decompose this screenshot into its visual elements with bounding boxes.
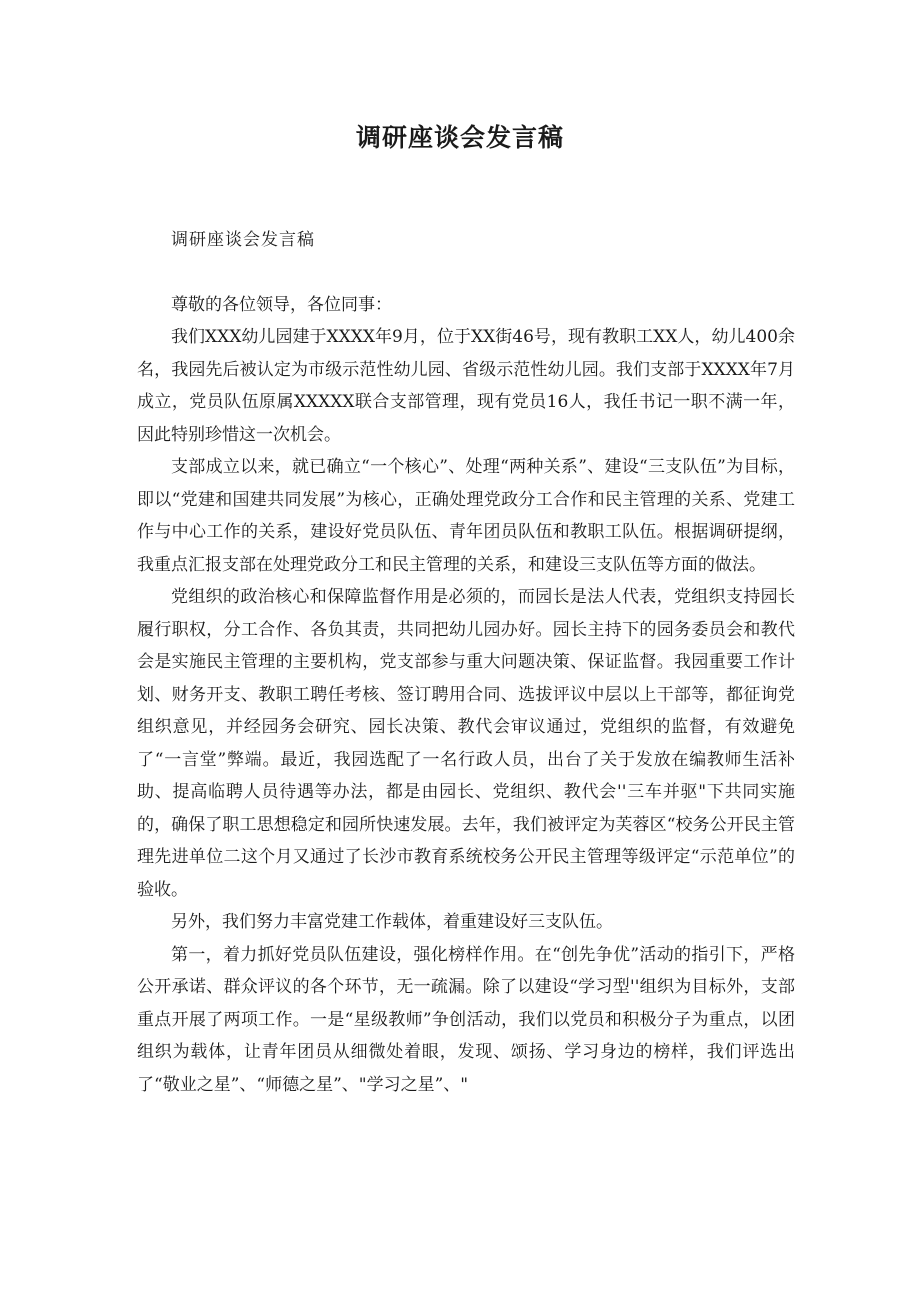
document-subtitle: 调研座谈会发言稿 xyxy=(171,230,315,250)
paragraph: 第一，着力抓好党员队伍建设，强化榜样作用。在“创先争优”活动的指引下，严格公开承诺、群众评议的各个环节，无一疏漏。除了以建设“学习型''组织为目标外，支部重点开展了两项工作。一是“星级教师”争创活动，我们以党员和积极分子为重点，以团组织为载体，让青年团员从细微处着眼，发现、颂扬、学习身边的榜样，我们评选出了“敬业之星”、“师德之星”、"学习之星”、" xyxy=(137,944,795,1095)
document-body xyxy=(137,224,795,1101)
paragraph: 支部成立以来，就已确立“一个核心”、处理“两种关系”、建设“三支队伍”为目标，即以“党建和国建共同发展”为核心，正确处理党政分工合作和民主管理的关系、党建工作与中心工作的关系，建设好党员队伍、青年团员队伍和教职工队伍。根据调研提纲，我重点汇报支部在处理党政分工和民主管理的关系，和建设三支队伍等方面的做法。 xyxy=(137,457,795,575)
paragraph: 党组织的政治核心和保障监督作用是必须的，而园长是法人代表，党组织支持园长履行职权，分工合作、各负其责，共同把幼儿园办好。园长主持下的园务委员会和教代会是实施民主管理的主要机构，党支部参与重大问题决策、保证监督。我园重要工作计划、财务开支、教职工聘任考核、签订聘用合同、选拔评议中层以上干部等，都征询党组织意见，并经园务会研究、园长决策、教代会审议通过，党组织的监督，有效避免了“一言堂”弊端。最近，我园选配了一名行政人员，出台了关于发放在编教师生活补助、提高临聘人员待遇等办法，都是由园长、党组织、教代会''三车并驱"下共同实施的，确保了职工思想稳定和园所快速发展。去年，我们被评定为芙蓉区“校务公开民主管理先进单位二这个月又通过了长沙市教育系统校务公开民主管理等级评定“示范单位”的验收。 xyxy=(137,587,795,900)
salutation: 尊敬的各位领导，各位同事： xyxy=(171,294,392,315)
document-title: 调研座谈会发言稿 xyxy=(355,123,564,152)
paragraph: 我们XXX幼儿园建于XXXX年9月，位于XX街46号，现有教职工XX人，幼儿400余名，我园先后被认定为市级示范性幼儿园、省级示范性幼儿园。我们支部于XXXX年7月成立，党员队伍原属XXXXX联合支部管理，现有党员16人，我任书记一职不满一年，因此特别珍惜这一次机会。 xyxy=(137,327,795,445)
paragraph: 另外，我们努力丰富党建工作载体，着重建设好三支队伍。 xyxy=(171,912,613,932)
